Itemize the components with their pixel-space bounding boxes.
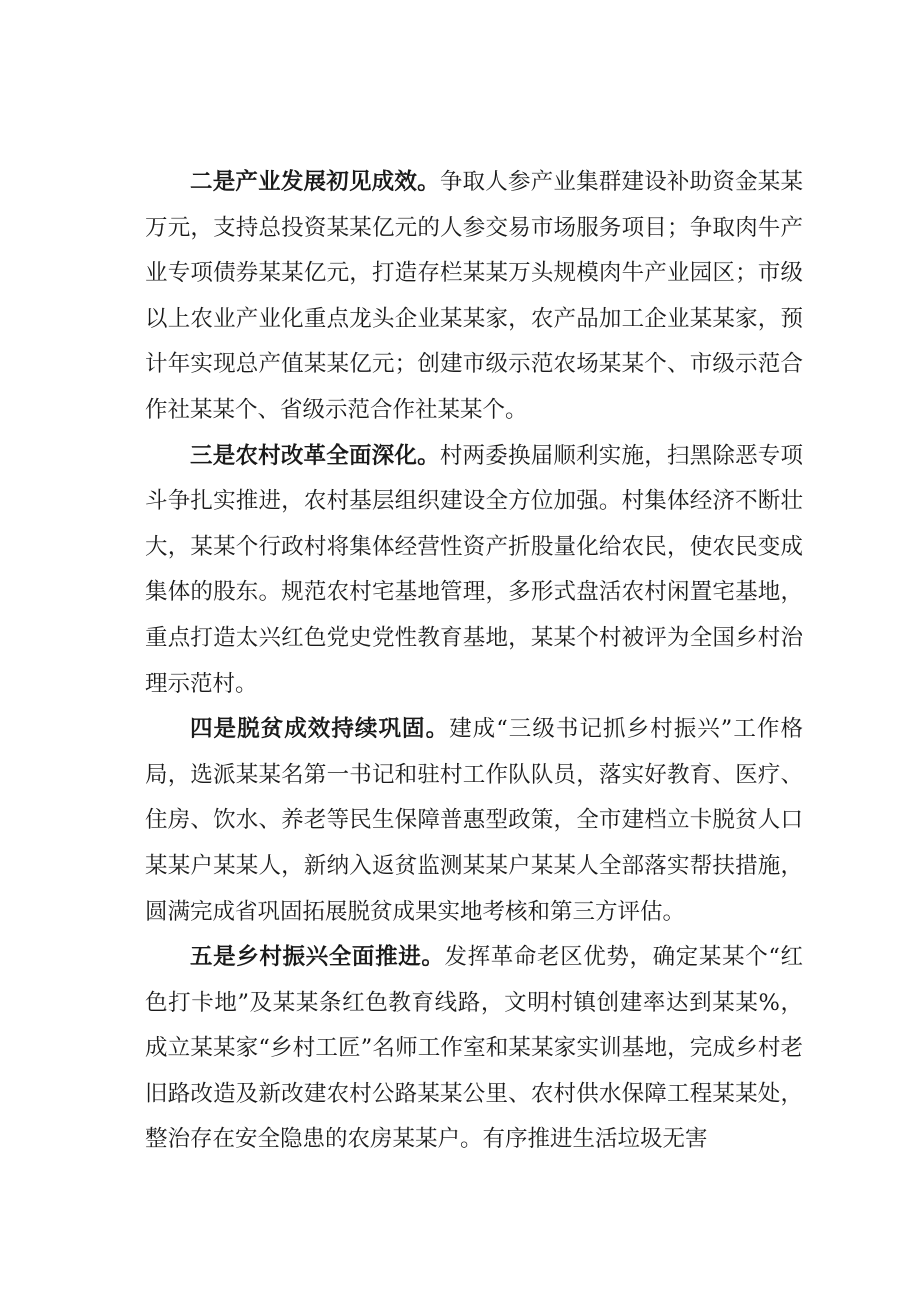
paragraph-text: 村两委换届顺利实施，扫黑除恶专项斗争扎实推进，农村基层组织建设全方位加强。村集体经济不断壮大，某某个行政村将集体经营性资产折股量化给农民，使农民变成集体的股东。规范农村宅基地管理，多形式盘活农村闲置宅基地，重点打造太兴红色党史党性教育基地，某某个村被评为全国乡村治理示范村。: [145, 442, 803, 697]
paragraph-text: 发挥革命老区优势，确定某某个“红色打卡地”及某某条红色教育线路，文明村镇创建率达到某某%，成立某某家“乡村工匠”名师工作室和某某家实训基地，完成乡村老旧路改造及新改建农村公路某某公里、农村供水保障工程某某处，整治存在安全隐患的农房某某户。有序推进生活垃圾无害: [145, 944, 803, 1153]
paragraph-text: 建成“三级书记抓乡村振兴”工作格局，选派某某名第一书记和驻村工作队队员，落实好教育、医疗、住房、饮水、养老等民生保障普惠型政策，全市建档立卡脱贫人口某某户某某人，新纳入返贫监测某某户某某人全部落实帮扶措施，圆满完成省巩固拓展脱贫成果实地考核和第三方评估。: [145, 716, 803, 925]
paragraph-industry: [145, 160, 803, 434]
paragraph-poverty: [145, 707, 803, 935]
paragraph-heading: 五是乡村振兴全面推进。: [190, 944, 445, 971]
document-body: [145, 160, 803, 1163]
paragraph-heading: 二是产业发展初见成效。: [190, 169, 440, 195]
paragraph-revitalization: [145, 935, 803, 1163]
paragraph-heading: 三是农村改革全面深化。: [190, 442, 440, 469]
paragraph-reform: [145, 434, 803, 708]
paragraph-text: 争取人参产业集群建设补助资金某某万元，支持总投资某某亿元的人参交易市场服务项目；争取肉牛产业专项债券某某亿元，打造存栏某某万头规模肉牛产业园区；市级以上农业产业化重点龙头企业某某家，农产品加工企业某某家，预计年实现总产值某某亿元；创建市级示范农场某某个、市级示范合作社某某个、省级示范合作社某某个。: [145, 169, 803, 423]
paragraph-heading: 四是脱贫成效持续巩固。: [190, 716, 450, 743]
